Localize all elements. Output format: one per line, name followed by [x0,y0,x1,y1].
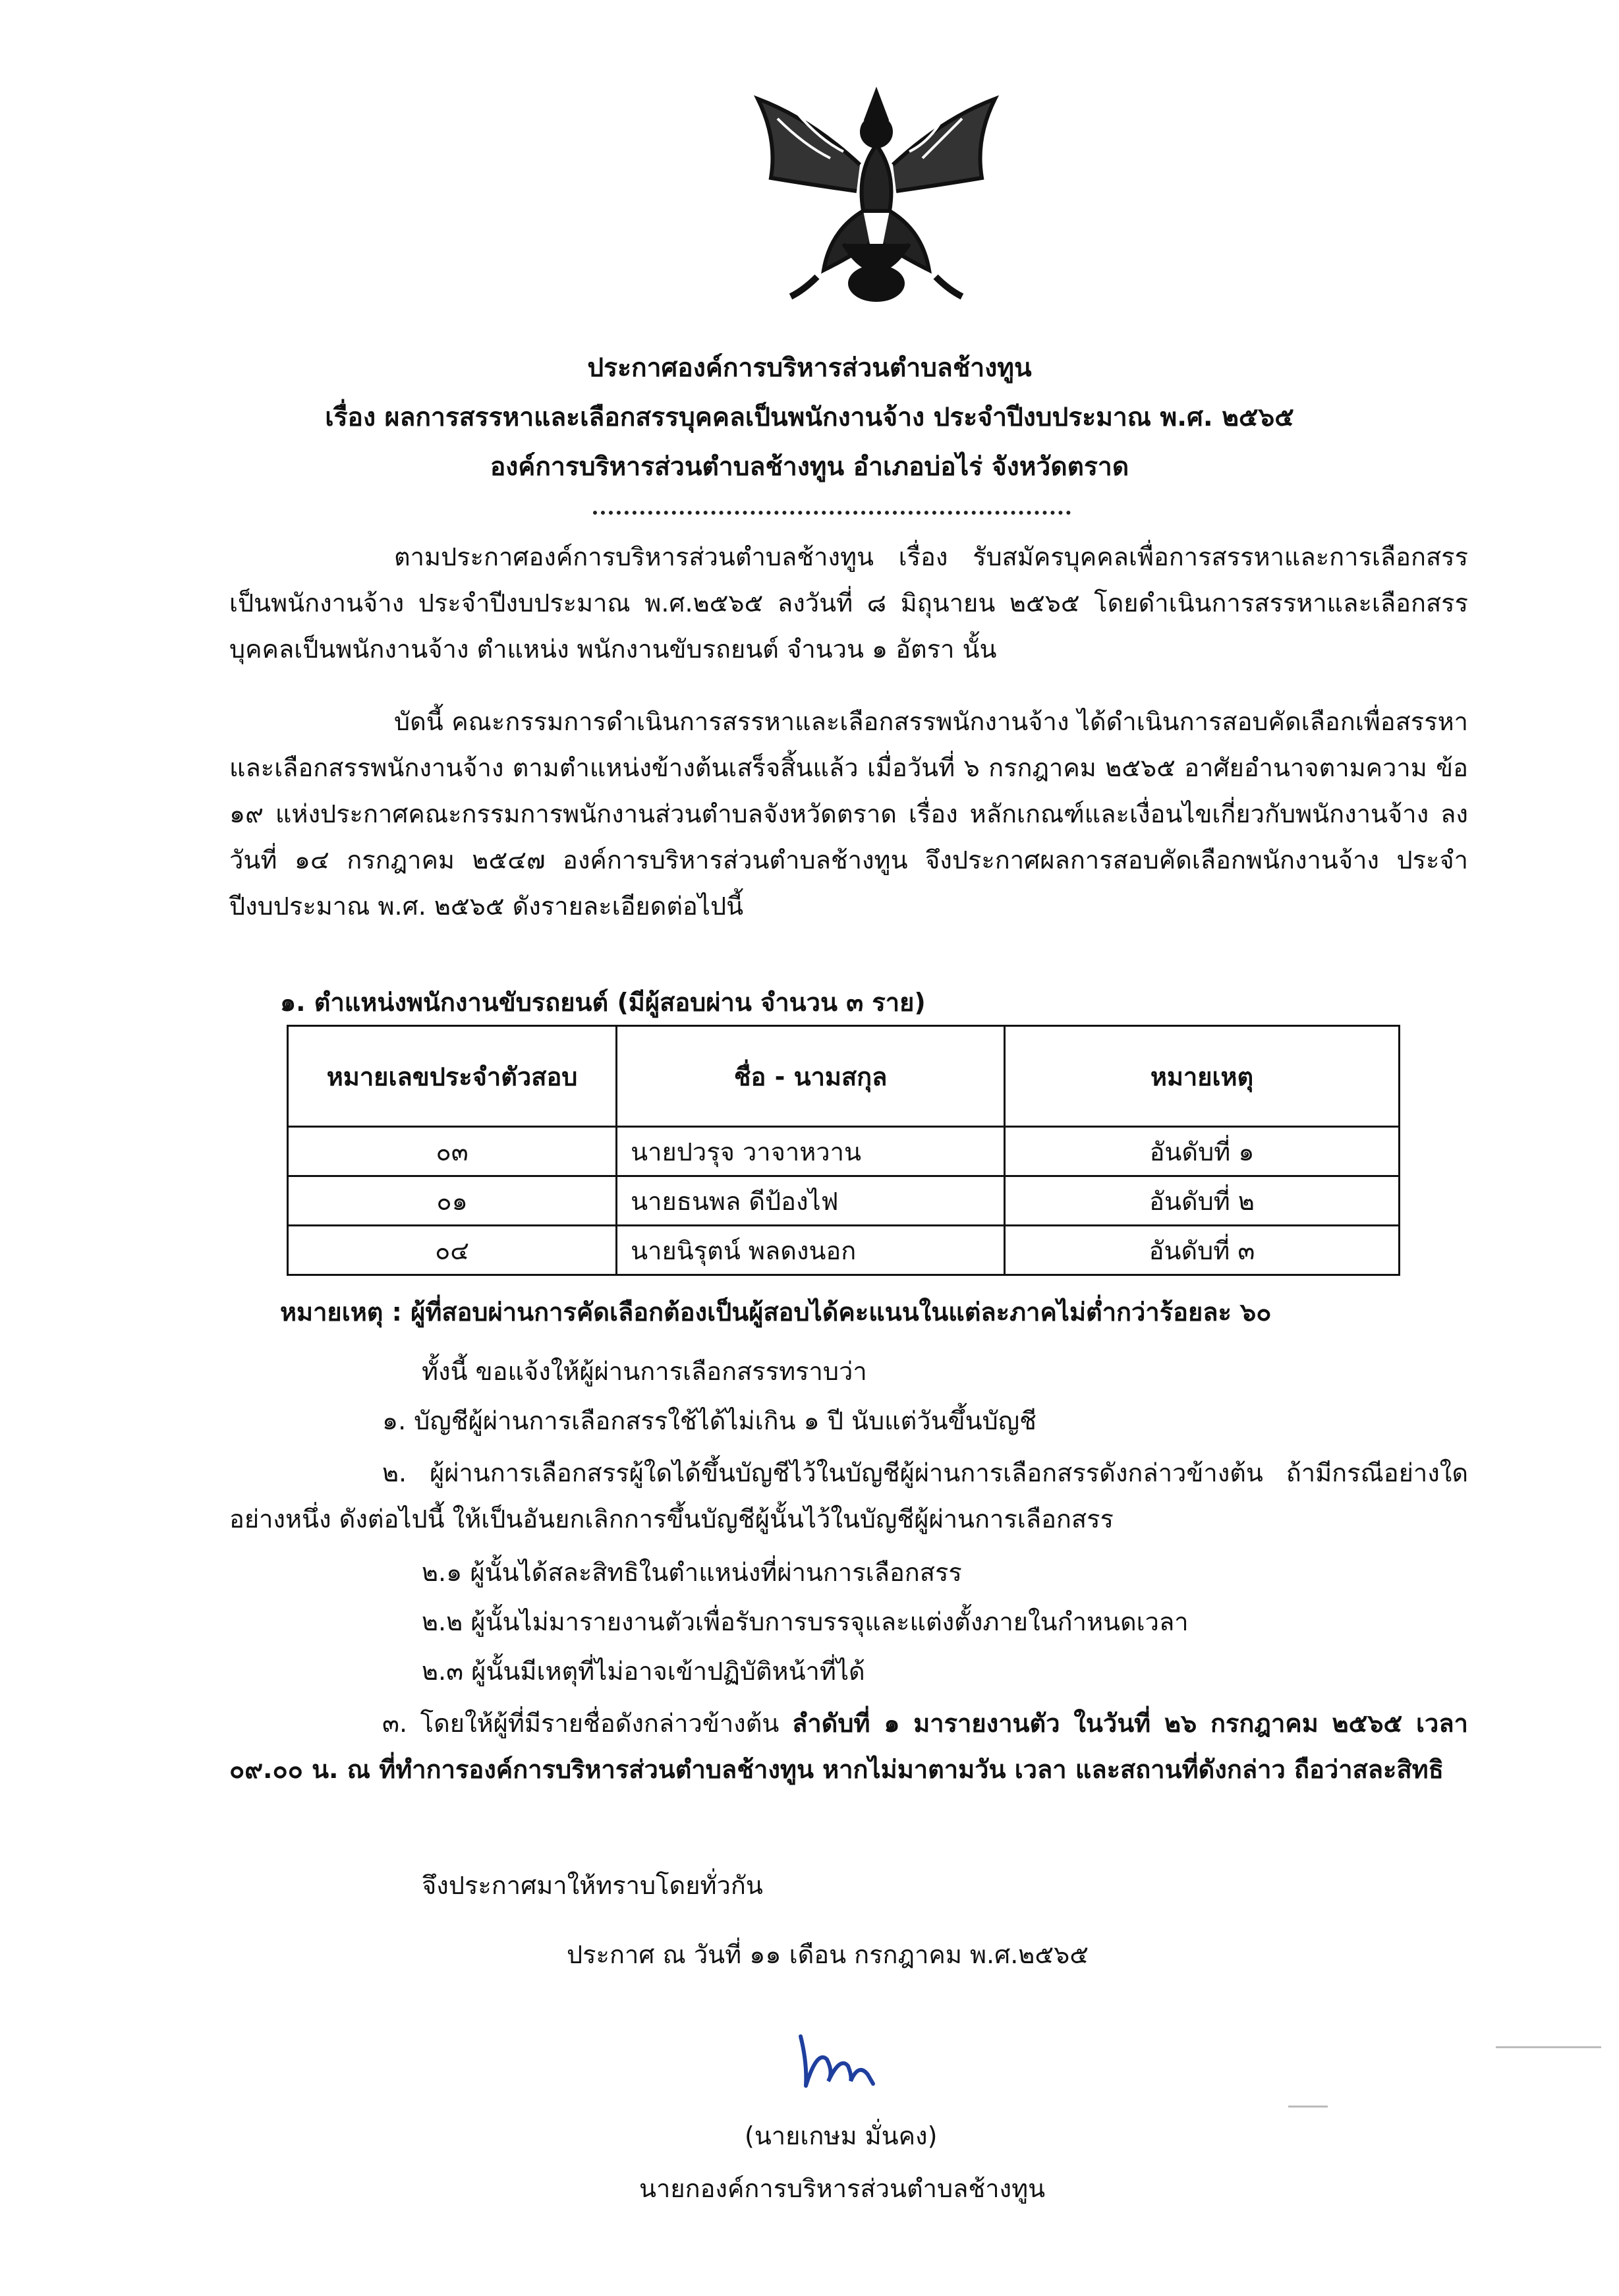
handwritten-signature [787,2023,880,2096]
table-row [288,1127,1400,1176]
signatory-name: (นายเกษม มั่นคง) [745,2121,938,2150]
column-header-remark: หมายเหตุ [1005,1026,1400,1127]
cell-name: นายปวรุจ วาจาหวาน [617,1127,1005,1176]
cell-remark: อันดับที่ ๒ [1005,1176,1400,1226]
column-header-name: ชื่อ - นามสกุล [617,1026,1005,1127]
results-table [287,1025,1400,1276]
announcement-title: ประกาศองค์การบริหารส่วนตำบลช้างทูน [587,353,1032,383]
scan-mark [1288,2106,1328,2108]
condition-item-2-3: ๒.๓ ผู้นั้นมีเหตุที่ไม่อาจเข้าปฏิบัติหน้าที่ได้ [422,1657,865,1686]
paragraph-result: บัดนี้ คณะกรรมการดำเนินการสรรหาและเลือกสรรพนักงานจ้าง ได้ดำเนินการสอบคัดเลือกเพื่อสรรหาและเลือกสรรพนักงานจ้าง ตามตำแหน่งข้างต้นเสร็จสิ้นแล้ว เมื่อวันที่ ๖ กรกฎาคม ๒๕๖๕ อาศัยอำนาจตามความ ข้อ ๑๙ แห่งประกาศคณะกรรมการพนักงานส่วนตำบลจังหวัดตราด เรื่อง หลักเกณฑ์และเงื่อนไขเกี่ยวกับพนักงานจ้าง ลงวันที่ ๑๔ กรกฎาคม ๒๕๔๗ องค์การบริหารส่วนตำบลช้างทูน จึงประกาศผลการสอบคัดเลือกพนักงานจ้าง ประจำปีงบประมาณ พ.ศ. ๒๕๖๕ ดังรายละเอียดต่อไปนี้ [229,707,1468,921]
signatory-title: นายกองค์การบริหารส่วนตำบลช้างทูน [639,2174,1046,2203]
cell-exam-id: ๐๑ [288,1176,617,1226]
scan-mark [1496,2046,1601,2048]
table-row [288,1176,1400,1226]
condition-item-2-2: ๒.๒ ผู้นั้นไม่มารายงานตัวเพื่อรับการบรรจุและแต่งตั้งภายในกำหนดเวลา [422,1607,1189,1636]
table-note: หมายเหตุ : ผู้ที่สอบผ่านการคัดเลือกต้องเป็นผู้สอบได้คะแนนในแต่ละภาคไม่ต่ำกว่าร้อยละ ๖๐ [280,1298,1272,1327]
paragraph-background: ตามประกาศองค์การบริหารส่วนตำบลช้างทูน เรื่อง รับสมัครบุคคลเพื่อการสรรหาและการเลือกสรรเป็นพนักงานจ้าง ประจำปีงบประมาณ พ.ศ.๒๕๖๕ ลงวันที่ ๘ มิถุนายน ๒๕๖๕ โดยดำเนินการสรรหาและเลือกสรรบุคคลเป็นพนักงานจ้าง ตำแหน่ง พนักงานขับรถยนต์ จำนวน ๑ อัตรา นั้น [229,542,1468,664]
cell-exam-id: ๐๔ [288,1226,617,1275]
column-header-exam-id: หมายเลขประจำตัวสอบ [288,1026,617,1127]
closing-statement: จึงประกาศมาให้ทราบโดยทั่วกัน [422,1871,763,1900]
cell-remark: อันดับที่ ๑ [1005,1127,1400,1176]
announcement-organization: องค์การบริหารส่วนตำบลช้างทูน อำเภอบ่อไร่ จังหวัดตราด [490,452,1129,482]
condition-item-2-1: ๒.๑ ผู้นั้นได้สละสิทธิในตำแหน่งที่ผ่านการเลือกสรร [422,1558,962,1587]
condition-item-3 [229,1700,1468,1793]
header-divider [593,511,1071,515]
cell-remark: อันดับที่ ๓ [1005,1226,1400,1275]
condition-item-3-text: ๓. โดยให้ผู้ที่มีรายชื่อดังกล่าวข้างต้น [382,1709,793,1738]
announcement-date: ประกาศ ณ วันที่ ๑๑ เดือน กรกฎาคม พ.ศ.๒๕๖๕ [567,1940,1089,1969]
condition-item-3-deadline: ลำดับที่ ๑ มารายงานตัว ในวันที่ ๒๖ กรกฎาคม ๒๕๖๕ เวลา ๐๙.๐๐ น. ณ ที่ทำการองค์การบริหารส่วนตำบลช้างทูน หากไม่มาตามวัน เวลา และสถานที่ดังกล่าว ถือว่าสละสิทธิ [229,1709,1469,1784]
table-row [288,1226,1400,1275]
cell-exam-id: ๐๓ [288,1127,617,1176]
condition-item-2: ๒. ผู้ผ่านการเลือกสรรผู้ใดได้ขึ้นบัญชีไว้ในบัญชีผู้ผ่านการเลือกสรรดังกล่าวข้างต้น ถ้ามีกรณีอย่างใดอย่างหนึ่ง ดังต่อไปนี้ ให้เป็นอันยกเลิกการขึ้นบัญชีผู้นั้นไว้ในบัญชีผู้ผ่านการเลือกสรร [229,1458,1468,1534]
table-header-row [288,1026,1400,1127]
cell-name: นายนิรุตน์ พลดงนอก [617,1226,1005,1275]
cell-name: นายธนพล ดีป้องไฟ [617,1176,1005,1226]
condition-item-1: ๑. บัญชีผู้ผ่านการเลือกสรรใช้ได้ไม่เกิน ๑ ปี นับแต่วันขึ้นบัญชี [382,1406,1037,1435]
conditions-intro: ทั้งนี้ ขอแจ้งให้ผู้ผ่านการเลือกสรรทราบว่า [422,1357,867,1386]
announcement-subject: เรื่อง ผลการสรรหาและเลือกสรรบุคคลเป็นพนักงานจ้าง ประจำปีงบประมาณ พ.ศ. ๒๕๖๕ [325,403,1294,432]
section-title: ๑. ตำแหน่งพนักงานขับรถยนต์ (มีผู้สอบผ่าน จำนวน ๓ ราย) [280,988,926,1017]
garuda-emblem-icon [731,79,1021,316]
